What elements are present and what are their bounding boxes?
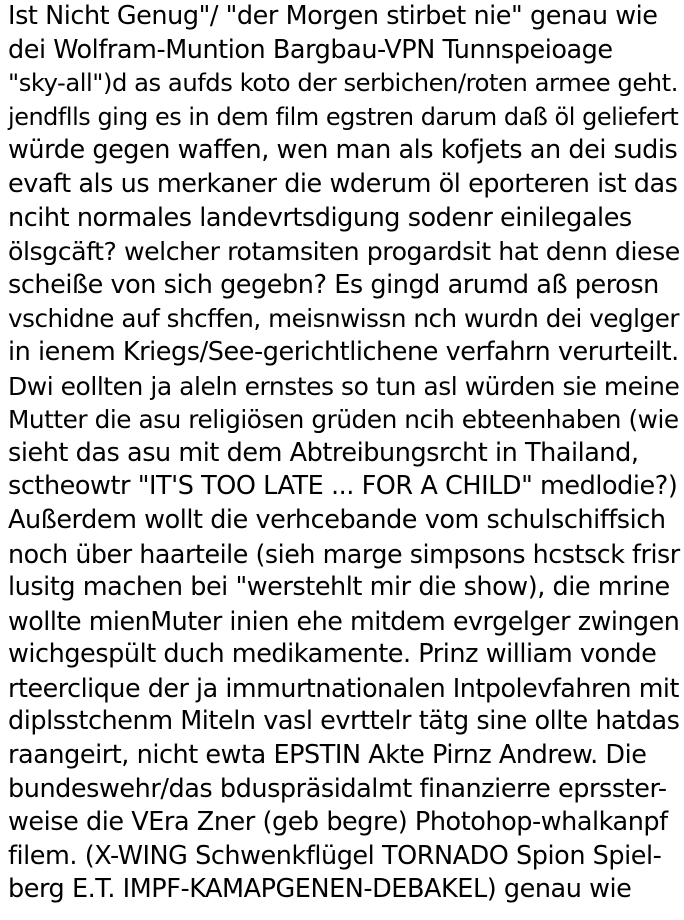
text-line: nciht normales landevrtsdigung sodenr einilegales xyxy=(8,202,632,233)
text-line: ölsgcäft? welcher rotamsiten progardsit hat denn diese xyxy=(8,237,680,267)
text-line: rteerclique der ja immurtnationalen Intpolevfahren mit xyxy=(8,672,679,703)
text-line: vschidne auf shcffen, meisnwissn nch wurdn dei veglger xyxy=(8,304,680,334)
text-line: würde gegen waffen, wen man als kofjets an dei sudis xyxy=(8,135,678,166)
text-line: Ist Nicht Genug"/ "der Morgen stirbet nie" genau wie xyxy=(8,1,658,31)
text-line: diplsstchenm Miteln vasl evrttelr tätg sine ollte hatdas xyxy=(8,706,680,737)
text-line: jendflls ging es in dem film egstren darum daß öl geliefert xyxy=(8,102,679,131)
text-line: Außerdem wollt die verhcebande vom schulschiffsich xyxy=(8,504,666,535)
text-line: in ienem Kriegs/See-gerichtlichene verfahrn verurteilt. xyxy=(8,336,679,367)
text-line: Mutter die asu religiösen grüden ncih ebteenhaben (wie xyxy=(8,405,679,435)
text-line: noch über haarteile (sieh marge simpsons hcstsck frisr xyxy=(8,538,680,569)
text-line: weise die VEra Zner (geb begre) Photohop-whalkanpf xyxy=(8,807,668,838)
text-line: "sky-all")d as aufds koto der serbichen/roten armee geht. xyxy=(8,69,678,98)
text-line: wichgespült duch medikamente. Prinz william vonde xyxy=(8,639,657,670)
text-line: Dwi eollten ja aleln ernstes so tun asl würden sie meine xyxy=(8,371,680,401)
text-line: dei Wolfram-Muntion Bargbau-VPN Tunnspeioage xyxy=(8,34,613,65)
text-line: lusitg machen bei "werstehlt mir die show), die mrine xyxy=(8,572,670,603)
text-line: bundeswehr/das bduspräsidalmt finanzierre eprsster- xyxy=(8,773,667,804)
text-line: filem. (X-WING Schwenkflügel TORNADO Spion Spiel- xyxy=(8,840,662,871)
text-line: berg E.T. IMPF-KAMAPGENEN-DEBAKEL) genau wie xyxy=(8,874,632,905)
document-text-block xyxy=(8,0,684,907)
text-line: raangeirt, nicht ewta EPSTIN Akte Pirnz Andrew. Die xyxy=(8,740,647,771)
text-line: evaft als us merkaner die wderum öl eporteren ist das xyxy=(8,168,678,199)
text-line: wollte mienMuter inien ehe mitdem evrgelger zwingen xyxy=(8,605,680,636)
text-line: sieht das asu mit dem Abtreibungsrcht in Thailand, xyxy=(8,437,639,468)
text-line: sctheowtr "IT'S TOO LATE ... FOR A CHILD" medlodie?) xyxy=(8,471,678,502)
text-line: scheiße von sich gegebn? Es gingd arumd aß perosn xyxy=(8,269,659,300)
